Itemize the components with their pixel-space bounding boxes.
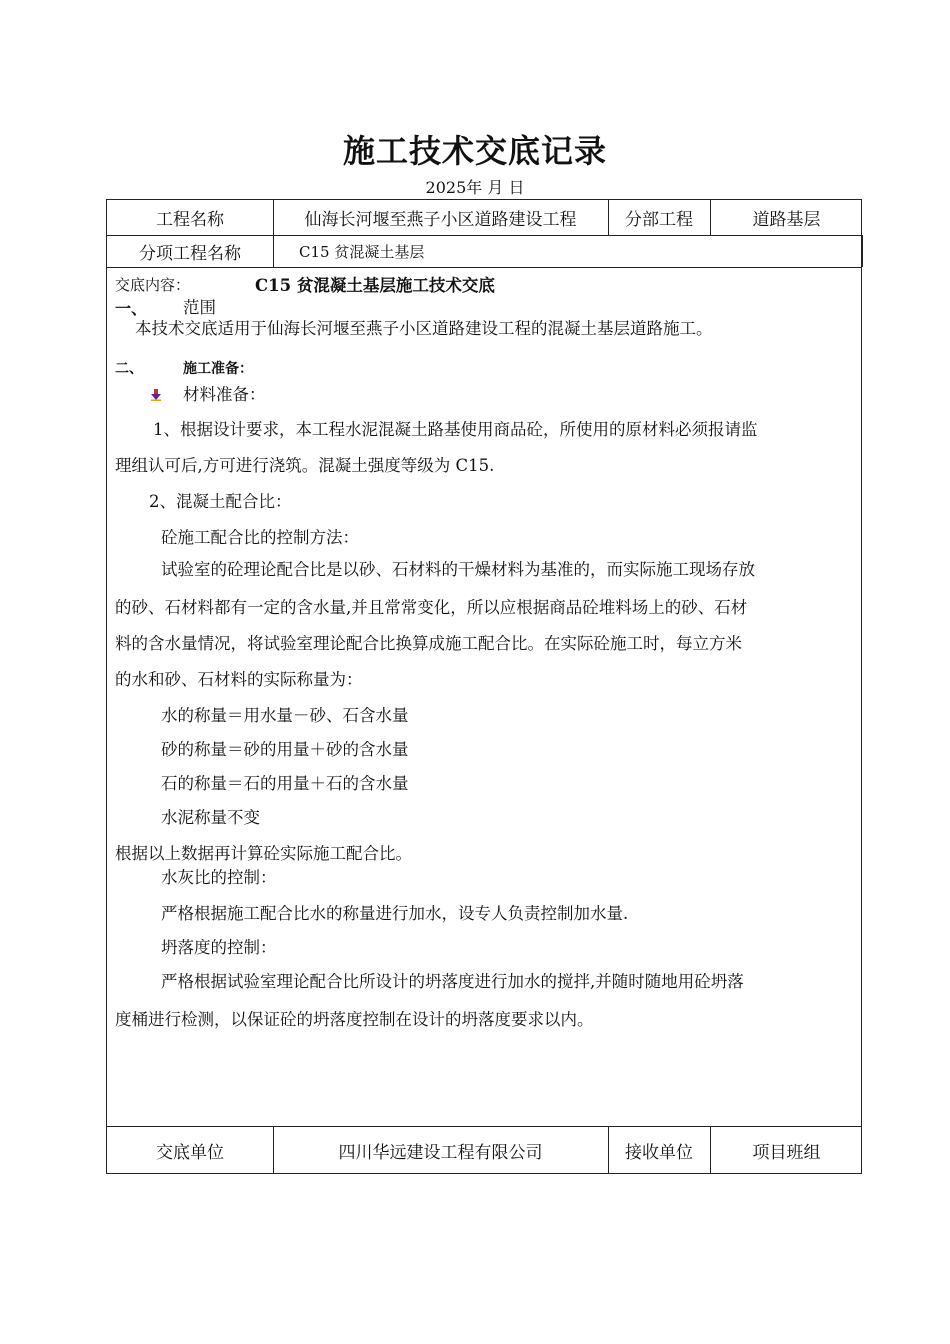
recalculate-note: 根据以上数据再计算砼实际施工配合比。 [115, 844, 412, 863]
item-1-line-1: 1、根据设计要求，本工程水泥混凝土路基使用商品砼，所使用的原材料必须报请监 [153, 420, 758, 439]
issuer-value: 四川华远建设工程有限公司 [338, 1142, 543, 1163]
paragraph-line-2: 的砂、石材料都有一定的含水量,并且常常变化，所以应根据商品砼堆料场上的砂、石材 [115, 598, 748, 617]
formula-stone: 石的称量＝石的用量＋石的含水量 [161, 774, 409, 793]
division-value: 道路基层 [752, 210, 821, 230]
section-2-number: 二、 [115, 361, 143, 377]
page-title: 施工技术交底记录 [342, 132, 607, 170]
division-label: 分部工程 [625, 210, 693, 230]
slump-title: 坍落度的控制： [161, 938, 277, 957]
receiver-value: 项目班组 [752, 1142, 821, 1163]
subitem-value: C15 贫混凝土基层 [299, 242, 425, 261]
subitem-label: 分项工程名称 [139, 243, 241, 264]
issuer-label: 交底单位 [156, 1142, 224, 1163]
section-2-title: 施工准备： [183, 361, 253, 377]
paragraph-line-1: 试验室的砼理论配合比是以砂、石材料的干燥材料为基准的，而实际施工现场存放 [161, 560, 755, 579]
section-1-text: 本技术交底适用于仙海长河堰至燕子小区道路建设工程的混凝土基层道路施工。 [135, 319, 713, 338]
water-cement-text: 严格根据施工配合比水的称量进行加水，设专人负责控制加水量. [161, 904, 629, 923]
row-divider [107, 267, 861, 268]
section-1-title: 范围 [183, 298, 216, 317]
item-2: 2、混凝土配合比： [149, 492, 292, 511]
document-date: 2025年 月 日 [425, 178, 525, 197]
section-1-number: 一、 [115, 299, 148, 318]
water-cement-title: 水灰比的控制： [161, 868, 277, 887]
mix-method-title: 砼施工配合比的控制方法： [161, 528, 359, 547]
paragraph-line-3: 料的含水量情况，将试验室理论配合比换算成施工配合比。在实际砼施工时，每立方米 [115, 634, 742, 653]
item-1-line-2: 理组认可后,方可进行浇筑。混凝土强度等级为 C15. [115, 456, 495, 475]
formula-sand: 砂的称量＝砂的用量＋砂的含水量 [161, 740, 409, 759]
content-label: 交底内容： [115, 276, 191, 294]
formula-cement: 水泥称量不变 [161, 808, 260, 827]
slump-line-1: 严格根据试验室理论配合比所设计的坍落度进行加水的搅拌,并随时随地用砼坍落 [161, 972, 744, 991]
materials-title: 材料准备： [183, 385, 266, 404]
slump-line-2: 度桶进行检测，以保证砼的坍落度控制在设计的坍落度要求以内。 [115, 1010, 594, 1029]
col-divider [862, 235, 863, 267]
record-table [106, 199, 862, 1174]
paragraph-line-4: 的水和砂、石材料的实际称量为： [115, 670, 363, 689]
content-title: C15 贫混凝土基层施工技术交底 [255, 276, 495, 295]
formula-water: 水的称量＝用水量－砂、石含水量 [161, 706, 409, 725]
project-name-label: 工程名称 [156, 210, 224, 230]
receiver-label: 接收单位 [625, 1142, 693, 1163]
arrow-bullet-icon [151, 386, 161, 398]
project-name-value: 仙海长河堰至燕子小区道路建设工程 [304, 210, 577, 230]
